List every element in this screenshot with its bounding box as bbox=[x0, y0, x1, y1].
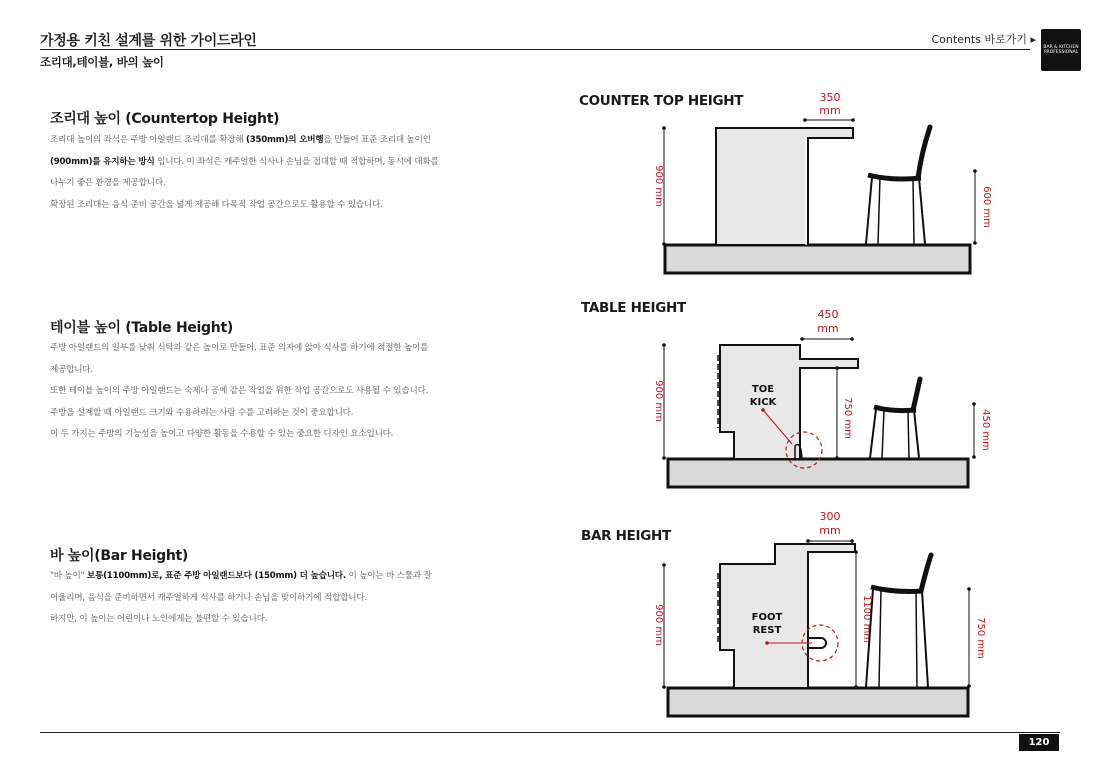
callout-dot bbox=[765, 641, 769, 645]
chair-icon bbox=[866, 555, 931, 687]
bar-diagram-title: BAR HEIGHT bbox=[581, 528, 671, 544]
text-run: 이 높이는 바 스툴과 잘 bbox=[345, 571, 432, 581]
text-run: 조리대 높이의 좌석은 주방 아일랜드 조리대를 확장해 bbox=[50, 135, 246, 145]
countertop-section-title: 조리대 높이 (Countertop Height) bbox=[50, 111, 280, 127]
text-line: 이 두 가지는 주방의 기능성을 높이고 다양한 활동을 수용할 수 있는 중요한 디자인 요소입니다. bbox=[50, 429, 394, 439]
dimension-dot bbox=[973, 241, 977, 245]
mid-dimension-label: 750 mm bbox=[842, 397, 853, 439]
countertop-description bbox=[50, 130, 530, 216]
table-description bbox=[50, 338, 530, 446]
left-dimension-label: 900 mm bbox=[653, 380, 664, 422]
overhang-unit: mm bbox=[819, 104, 841, 117]
chair-leg bbox=[866, 177, 872, 244]
dimension-dot bbox=[662, 685, 666, 689]
right-dimension-label: 750 mm bbox=[975, 617, 986, 659]
chair-leg bbox=[919, 178, 925, 244]
overhang-unit: mm bbox=[819, 524, 841, 537]
footer-divider bbox=[40, 732, 1060, 733]
document-title: 가정용 키친 설계를 위한 가이드라인 bbox=[40, 33, 257, 49]
overhang-unit: mm bbox=[817, 322, 839, 335]
bar-description bbox=[50, 566, 530, 631]
header-divider bbox=[40, 49, 1030, 50]
mid-dimension-label: 1100 mm bbox=[861, 594, 872, 644]
table-section-title: 테이블 높이 (Table Height) bbox=[50, 320, 233, 336]
callout-label-line1: TOE bbox=[751, 384, 775, 395]
text-line: 또한 테이블 높이의 주방 아일랜드는 숙제나 공예 같은 작업을 위한 작업 공간으로도 사용될 수 있습니다. bbox=[50, 386, 429, 396]
chair-backrest bbox=[918, 127, 930, 178]
chair-leg bbox=[914, 410, 919, 458]
dimension-dot bbox=[835, 456, 839, 460]
contents-link[interactable]: Contents 바로가기 ▸ bbox=[931, 33, 1036, 46]
bar-height-diagram bbox=[630, 505, 990, 720]
right-dimension-label: 450 mm bbox=[980, 409, 991, 451]
dimension-dot bbox=[662, 343, 666, 347]
dimension-dot bbox=[800, 337, 804, 341]
text-line: 하지만, 이 높이는 어린이나 노인에게는 불편할 수 있습니다. bbox=[50, 614, 268, 624]
right-dimension-label: 600 mm bbox=[981, 186, 992, 228]
dimension-dot bbox=[972, 402, 976, 406]
text-line: 어울리며, 음식을 준비하면서 캐주얼하게 식사를 하거나 손님을 맞이하기에 적합합니다. bbox=[50, 592, 367, 603]
dimension-dot bbox=[854, 685, 858, 689]
text-line: 확장된 조리대는 음식 준비 공간을 넓게 제공해 다목적 작업 공간으로도 활용할 수 있습니다. bbox=[50, 199, 383, 210]
chair-leg bbox=[922, 591, 928, 687]
dimension-dot bbox=[972, 455, 976, 459]
dimension-dot bbox=[662, 126, 666, 130]
text-run: "바 높이" bbox=[50, 571, 87, 581]
dimension-dot bbox=[973, 169, 977, 173]
chair-leg bbox=[913, 179, 914, 244]
dimension-dot bbox=[851, 118, 855, 122]
text-emphasis: (900mm)를 유지하는 방식 bbox=[50, 156, 155, 167]
dimension-dot bbox=[967, 587, 971, 591]
chair-icon bbox=[866, 127, 930, 244]
countertop-island bbox=[716, 128, 853, 245]
left-dimension-label: 900 mm bbox=[653, 604, 664, 646]
dimension-dot bbox=[850, 539, 854, 543]
floor-slab bbox=[668, 459, 968, 487]
text-emphasis: 보통(1100mm)로, 표준 주방 아일랜드보다 (150mm) 더 높습니다. bbox=[86, 571, 346, 581]
text-line: 제공합니다. bbox=[50, 364, 94, 375]
callout-label-line2: KICK bbox=[749, 397, 777, 408]
text-run: 입니다. 이 좌석은 캐주얼한 식사나 손님을 접대할 때 적합하며, 동시에 대화를 bbox=[154, 156, 439, 167]
left-dimension-label: 900 mm bbox=[653, 165, 664, 207]
chair-leg bbox=[916, 591, 917, 687]
chair-leg bbox=[882, 410, 884, 458]
text-emphasis: (350mm)의 오버행 bbox=[245, 135, 324, 145]
chair-seat bbox=[868, 175, 921, 179]
dimension-dot bbox=[662, 563, 666, 567]
chair-leg bbox=[908, 411, 909, 458]
document-subtitle: 조리대,테이블, 바의 높이 bbox=[40, 55, 164, 69]
countertop-diagram-title: COUNTER TOP HEIGHT bbox=[579, 93, 744, 109]
callout-label-line2: REST bbox=[752, 625, 782, 636]
floor-slab bbox=[668, 688, 968, 716]
brand-logo bbox=[1041, 29, 1081, 71]
table-height-diagram bbox=[630, 300, 990, 492]
chair-seat bbox=[874, 407, 916, 411]
dimension-dot bbox=[662, 242, 666, 246]
chair-backrest bbox=[921, 555, 931, 591]
logo-text: BAR & KITCHEN PROFESSIONAL bbox=[1043, 45, 1079, 55]
dimension-dot bbox=[803, 118, 807, 122]
overhang-value: 450 bbox=[817, 308, 839, 321]
text-run: 을 만들어 표준 조리대 높이인 bbox=[323, 135, 431, 145]
chair-leg bbox=[878, 178, 880, 244]
dimension-dot bbox=[835, 366, 839, 370]
chair-seat bbox=[871, 587, 923, 592]
text-line: 나누기 좋은 환경을 제공합니다. bbox=[50, 178, 166, 188]
dimension-dot bbox=[662, 456, 666, 460]
overhang-value: 300 bbox=[819, 510, 841, 523]
chair-icon bbox=[870, 379, 920, 458]
text-line: 주방 아일랜드의 일부를 낮춰 식탁과 같은 높이로 만들어, 표준 의자에 앉아 식사를 하기에 적절한 높이를 bbox=[50, 343, 429, 353]
bar-island bbox=[720, 544, 855, 688]
floor-slab bbox=[665, 245, 970, 273]
dimension-dot bbox=[967, 684, 971, 688]
chair-leg bbox=[879, 590, 881, 687]
dimension-dot bbox=[854, 550, 858, 554]
table-diagram-title: TABLE HEIGHT bbox=[581, 300, 686, 316]
bar-section-title: 바 높이(Bar Height) bbox=[50, 548, 189, 564]
callout-label-line1: FOOT bbox=[751, 612, 783, 623]
overhang-value: 350 bbox=[819, 91, 841, 104]
page-number: 120 bbox=[1019, 734, 1059, 751]
chair-backrest bbox=[913, 379, 920, 410]
dimension-dot bbox=[850, 337, 854, 341]
chair-leg bbox=[870, 409, 876, 458]
countertop-height-diagram bbox=[630, 85, 990, 280]
text-line: 주방을 설계할 때 아일랜드 크기와 수용하려는 사람 수를 고려하는 것이 중요합니다. bbox=[50, 407, 354, 418]
dimension-dot bbox=[806, 539, 810, 543]
callout-dot bbox=[761, 408, 765, 412]
